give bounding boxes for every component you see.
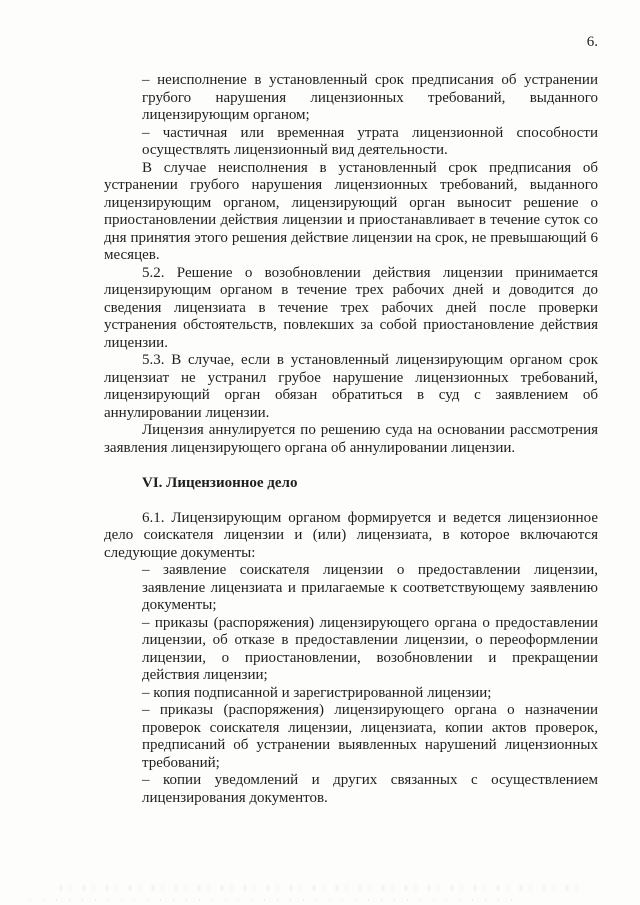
list-item: – копии уведомлений и других связанных с осуществлением лицензирования документов.: [142, 772, 598, 806]
page-number: 6.: [586, 34, 598, 50]
document-body: [104, 72, 598, 807]
list-item: – неисполнение в установленный срок предписания об устранении грубого нарушения лицензионных требований, выданного лицензирующим органом;: [142, 72, 598, 123]
scan-smudge: [60, 885, 580, 891]
paragraph: В случае неисполнения в установленный срок предписания об устранении грубого нарушения лицензионных требований, выданного лицензирующим органом, лицензирующий орган выносит решение о приостановлении действия лицензии и приостанавливает в течение суток со дня принятия этого решения действие лицензии на срок, не превышающий 6 месяцев.: [104, 159, 598, 263]
list-item: – заявление соискателя лицензии о предоставлении лицензии, заявление лицензиата и прилагаемые к соответствующему заявлению документы;: [142, 562, 598, 613]
list-item: – приказы (распоряжения) лицензирующего органа о предоставлении лицензии, об отказе в предоставлении лицензии, о переоформлении лицензии, о приостановлении, возобновлении и прекращении действия лицензии;: [142, 614, 598, 683]
list-item: – копия подписанной и зарегистрированной лицензии;: [142, 684, 492, 701]
paragraph: 5.2. Решение о возобновлении действия лицензии принимается лицензирующим органом в течение трех рабочих дней и доводится до сведения лицензиата в течение трех рабочих дней после проверки устранения обстоятельств, повлекших за собой приостановление действия лицензии.: [104, 264, 598, 351]
scan-speckline: [30, 899, 520, 901]
paragraph: Лицензия аннулируется по решению суда на основании рассмотрения заявления лицензирующего органа об аннулировании лицензии.: [104, 422, 598, 456]
section-heading: VI. Лицензионное дело: [142, 474, 298, 491]
paragraph: 5.3. В случае, если в установленный лицензирующим органом срок лицензиат не устранил грубое нарушение лицензионных требований, лицензирующий орган обязан обратиться в суд с заявлением об аннулировании лицензии.: [104, 352, 598, 421]
paragraph: 6.1. Лицензирующим органом формируется и ведется лицензионное дело соискателя лицензии и (или) лицензиата, в которое включаются следующие документы:: [104, 509, 598, 561]
list-item: – приказы (распоряжения) лицензирующего органа о назначении проверок соискателя лицензии, лицензиата, копии актов проверок, предписаний об устранении выявленных нарушений лицензионных требований;: [142, 702, 598, 771]
scan-artifacts: [0, 865, 640, 905]
list-item: – частичная или временная утрата лицензионной способности осуществлять лицензионный вид деятельности.: [142, 124, 598, 158]
